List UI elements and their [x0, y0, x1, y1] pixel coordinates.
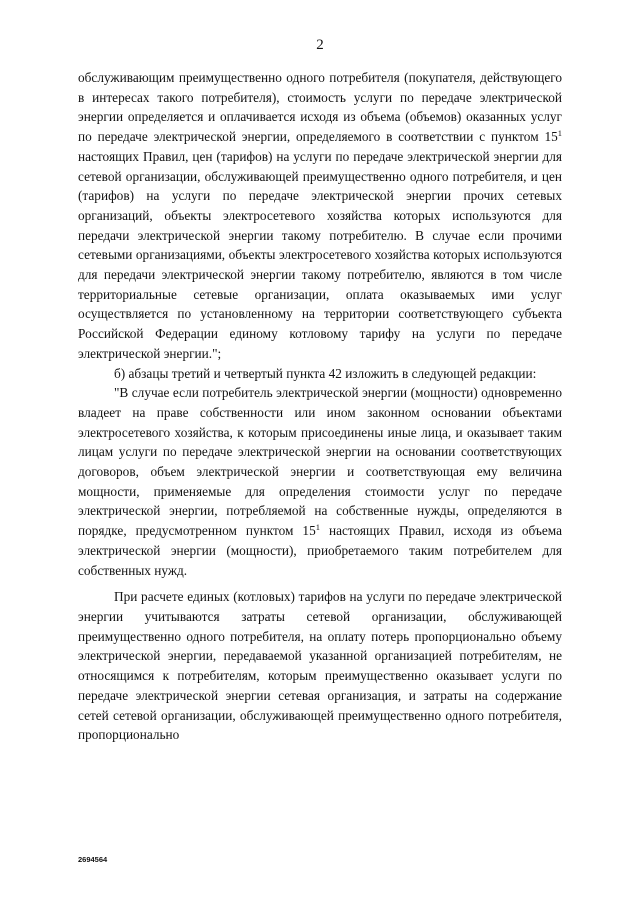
paragraph-tariff-calculation: При расчете единых (котловых) тарифов на услуги по передаче электрической энергии учитываются затраты сетевой организации, обслуживающей преимущественно одного потребителя, на оплату потерь пропорционально объему электрической энергии, передаваемой указанной организацией потребителям, не относящимся к потребителям, которым преимущественно оказывает услуги по передаче электрической энергии сетевая организация, и затраты на содержание сетей сетевой организации, обслуживающей преимущественно одного потребителя, пропорционально — [78, 589, 562, 743]
page-number: 2 — [316, 37, 324, 53]
paragraph-text: настоящих Правил, исходя из объема электрической энергии (мощности), приобретаемого таким потребителем для собственных нужд. — [78, 523, 562, 578]
paragraph-quoted-rule — [78, 383, 562, 580]
body-text — [78, 68, 562, 745]
paragraph-text: обслуживающим преимущественно одного потребителя (покупателя, действующего в интересах такого потребителя), стоимость услуги по передаче электрической энергии определяется и оплачивается исходя из объема (объемов) оказанных услуг по передаче электрической энергии, определяемого в соответствии с пунктом 15 — [78, 70, 562, 145]
paragraph-text: настоящих Правил, цен (тарифов) на услуги по передаче электрической энергии для сетевой организации, обслуживающей преимущественно одного потребителя, и цен (тарифов) на услуги по передаче электрической энергии прочих сетевых организаций, объекты электросетевого хозяйства которых используются для передачи электрической энергии такому потребителю. В случае если прочими сетевыми организациями, объекты электросетевого хозяйства которых используются для передачи электрической энергии такому потребителю, являются в том числе территориальные сетевые организации, оплата оказываемых ими услуг осуществляется по установленному на территории соответствующего субъекта Российской Федерации единому котловому тарифу на услуги по передаче электрической энергии."; — [78, 148, 562, 361]
paragraph-gap — [78, 580, 562, 587]
paragraph-text: "В случае если потребитель электрической энергии (мощности) одновременно владеет на праве собственности или ином законном основании объектами электросетевого хозяйства, к которым присоединены иные лица, и оказывает таким лицам услуги по передаче электрической энергии на основании соответствующих договоров, объем электрической энергии и соответствующая ему величина мощности, применяемые для определения стоимости услуг по передаче электрической энергии, потребляемой на собственные нужды, определяются в порядке, предусмотренном пунктом 15 — [78, 385, 562, 539]
superscript-index: 1 — [315, 522, 320, 533]
paragraph-amendment-b: б) абзацы третий и четвертый пункта 42 изложить в следующей редакции: — [114, 365, 537, 381]
paragraph-continuation — [78, 68, 562, 364]
superscript-index: 1 — [557, 128, 562, 139]
document-id: 2694564 — [78, 855, 108, 864]
